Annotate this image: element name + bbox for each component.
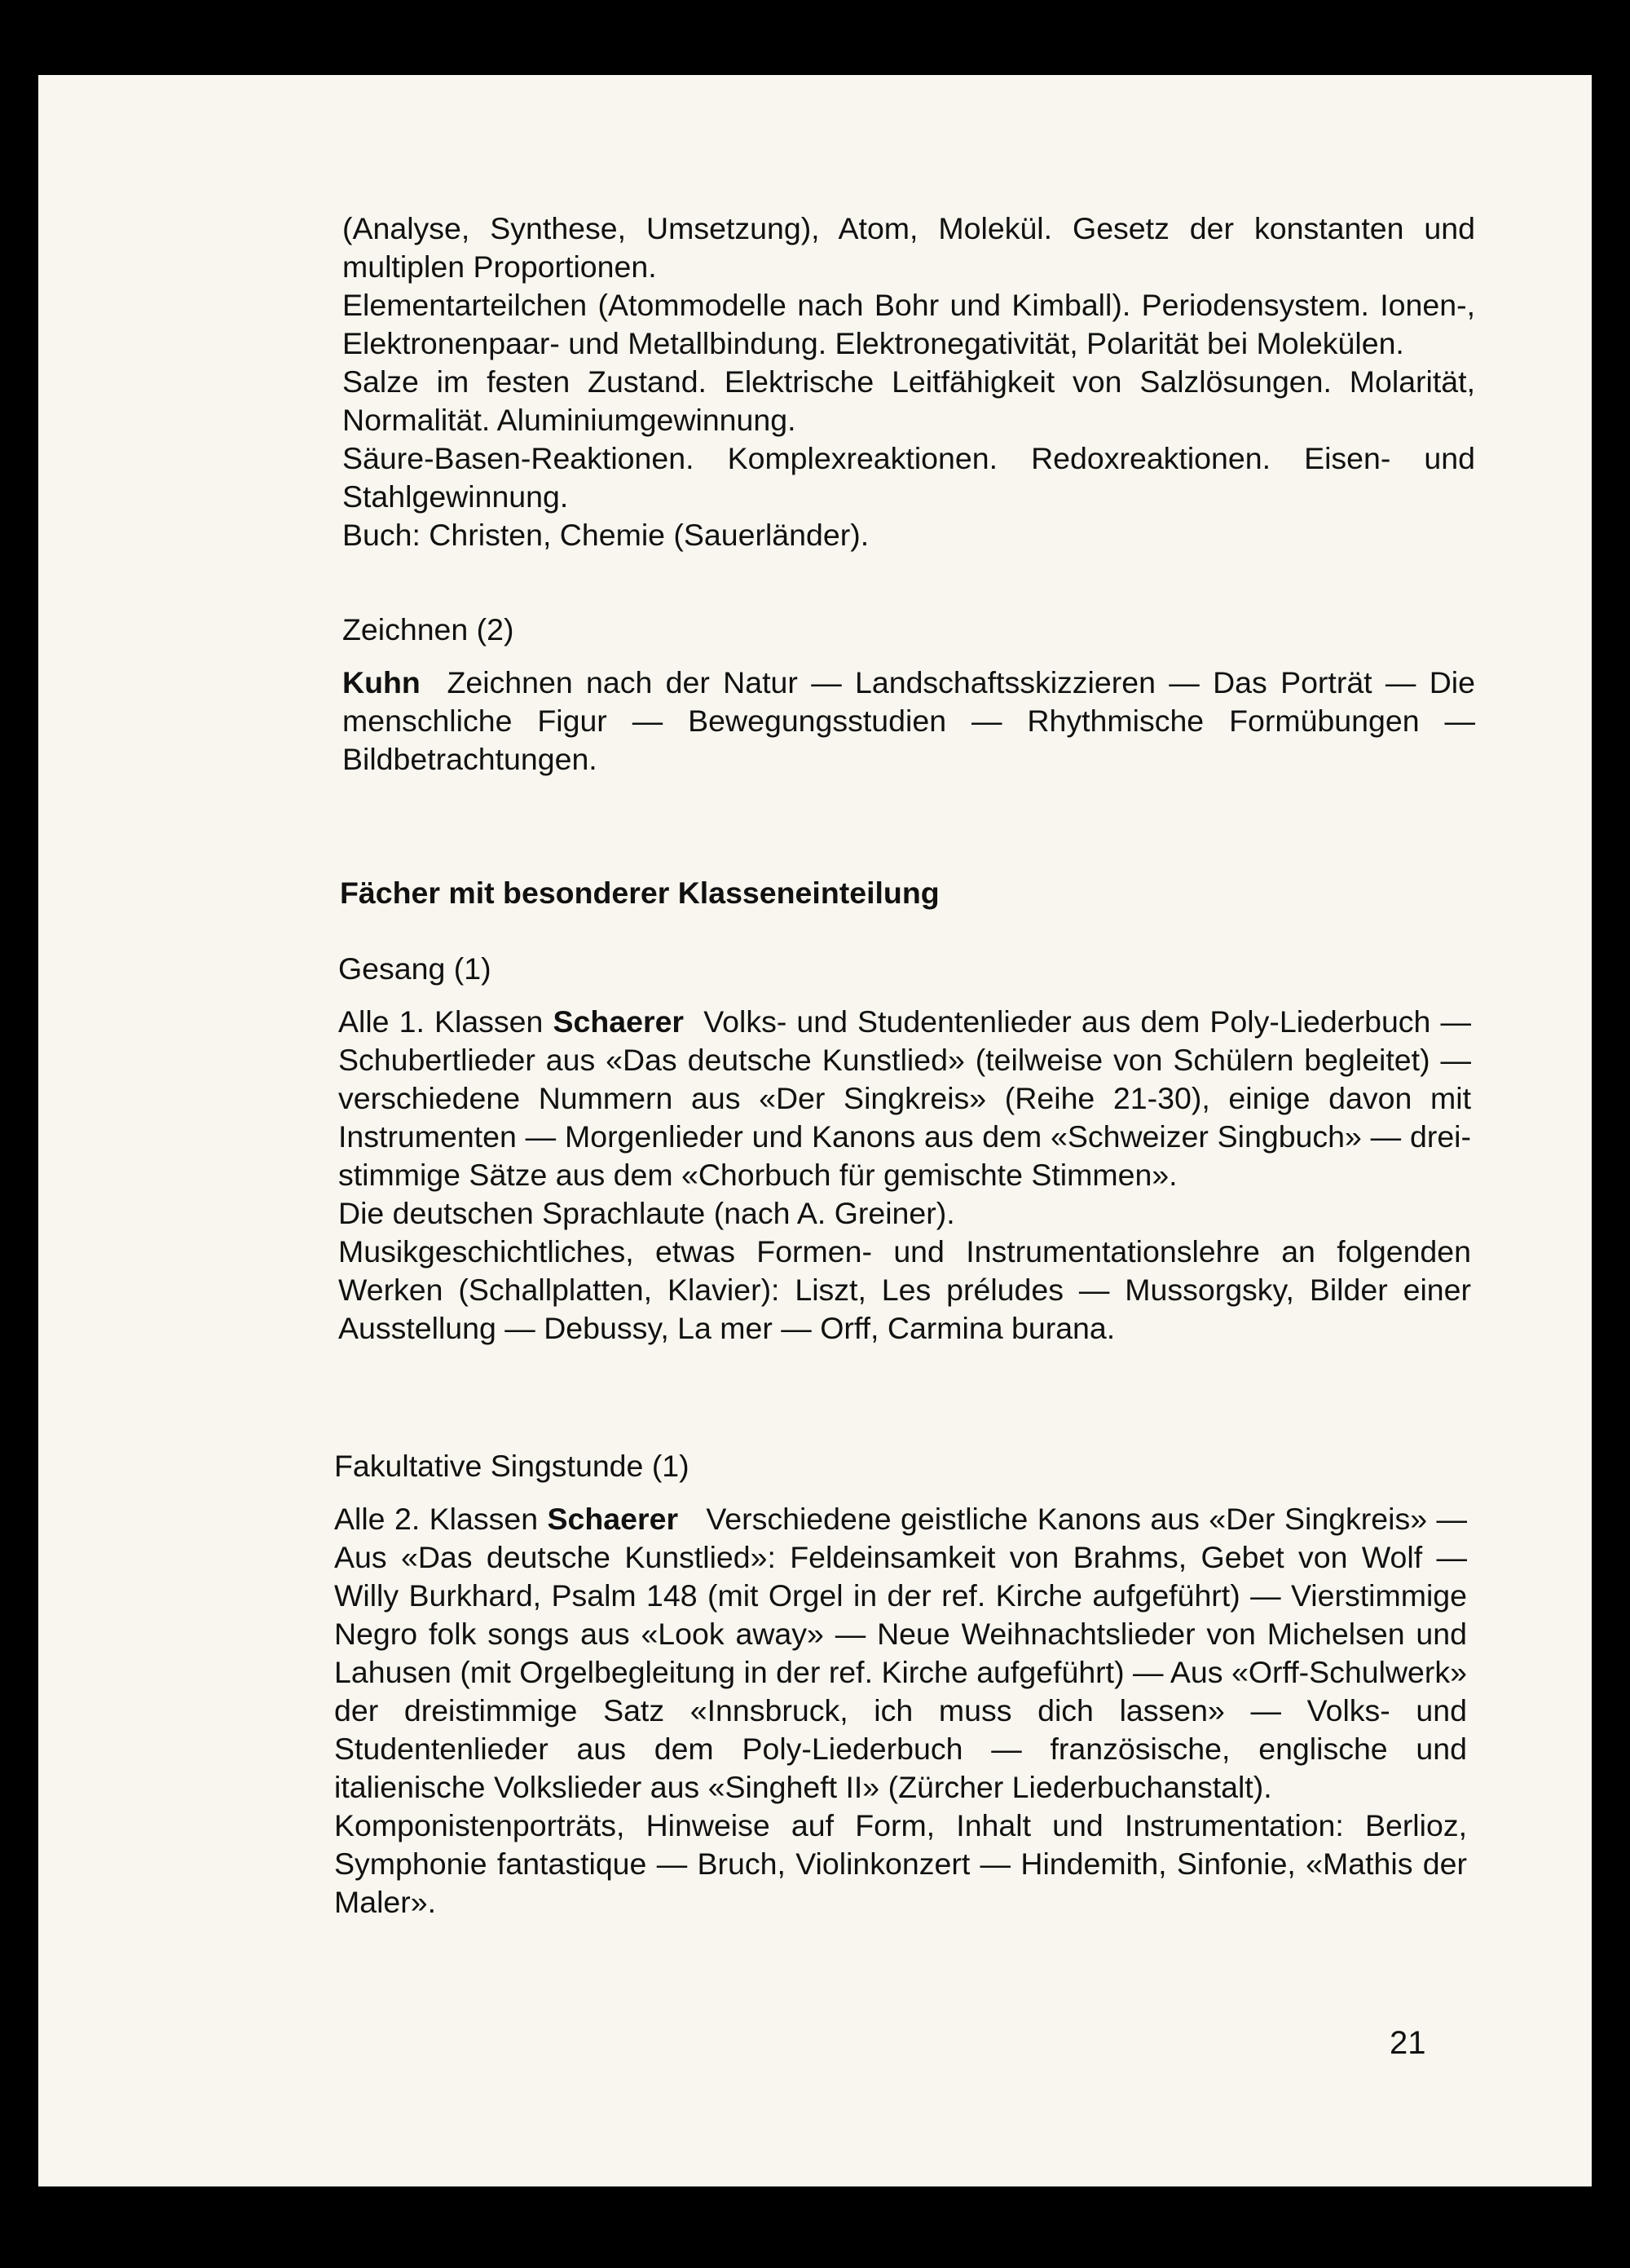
zeichnen-text: Zeichnen nach der Natur — Landschaftsskizzieren — Das Porträt — Die menschliche Figur — Bewegungsstudien — Rhythmische Formübungen — Bildbetrachtungen. [342,665,1475,776]
gesang-line-3: Musikgeschichtliches, etwas Formen- und Instrumentationslehre an folgenden Werken (Schallplatten, Klavier): Liszt, Les préludes — Mussorgsky, Bilder einer Ausstellung — Debussy, La mer — Orff, Carmina burana. [338,1234,1471,1345]
chemistry-line-4: Säure-Basen-Reaktionen. Komplexreaktionen. Redoxreaktionen. Eisen- und Stahlgewinnung. [342,441,1475,514]
gesang-paragraph [338,1003,1471,1194]
gesang-text: Volks- und Studentenlieder aus dem Poly-Liederbuch — Schubertlieder aus «Das deutsche Kunstlied» (teilweise von Schülern begleitet) — verschiedene Nummern aus «Der Singkreis» (Reihe 21-30), einige davon mit Instrumenten — Morgenlieder und Kanons aus dem «Schweizer Singbuch» — drei-stimmige Sätze aus dem «Chorbuch für gemischte Stimmen». [338,1004,1471,1192]
zeichnen-teacher: Kuhn [342,665,421,699]
gesang-classes: Alle 1. Klassen [338,1004,544,1039]
gesang-teacher: Schaerer [553,1004,685,1039]
section-heading: Fächer mit besonderer Klasseneinteilung [340,876,940,910]
gesang-line-2: Die deutschen Sprachlaute (nach A. Greiner). [338,1196,955,1230]
section-heading-block [340,874,1473,912]
zeichnen-section [342,611,1475,779]
singstunde-title: Fakultative Singstunde (1) [334,1449,689,1483]
page-number: 21 [1390,2025,1426,2061]
zeichnen-title: Zeichnen (2) [342,612,514,646]
document-page [38,75,1592,2186]
singstunde-text: Verschiedene geistliche Kanons aus «Der Singkreis» — Aus «Das deutsche Kunstlied»: Feldeinsamkeit von Brahms, Gebet von Wolf — Willy Burkhard, Psalm 148 (mit Orgel in der ref. Kirche aufgeführt) — Vierstimmige Negro folk songs aus «Look away» — Neue Weihnachtslieder von Michelsen und Lahusen (mit Orgelbegleitung in der ref. Kirche aufgeführt) — Aus «Orff-Schulwerk» der dreistimmige Satz «Innsbruck, ich muss dich lassen» — Volks- und Studentenlieder aus dem Poly-Liederbuch — französische, englische und italienische Volkslieder aus «Singheft II» (Zürcher Liederbuchanstalt). [334,1502,1467,1804]
chemistry-line-2: Elementarteilchen (Atommodelle nach Bohr und Kimball). Periodensystem. Ionen-, Elektronenpaar- und Metallbindung. Elektronegativität, Polarität bei Molekülen. [342,288,1475,360]
chemistry-line-1: (Analyse, Synthese, Umsetzung), Atom, Molekül. Gesetz der konstanten und multiplen Proportionen. [342,211,1475,284]
gesang-section [338,950,1471,1348]
singstunde-classes: Alle 2. Klassen [334,1502,539,1536]
zeichnen-paragraph [342,664,1475,779]
chemistry-line-3: Salze im festen Zustand. Elektrische Leitfähigkeit von Salzlösungen. Molarität, Normalität. Aluminiumgewinnung. [342,364,1475,437]
singstunde-teacher: Schaerer [547,1502,679,1536]
singstunde-line-2: Komponistenporträts, Hinweise auf Form, Inhalt und Instrumentation: Berlioz, Symphonie fantastique — Bruch, Violinkonzert — Hindemith, Sinfonie, «Mathis der Maler». [334,1808,1467,1919]
gesang-title: Gesang (1) [338,951,491,986]
chemistry-section [342,210,1475,554]
singstunde-section [334,1447,1467,1922]
singstunde-paragraph [334,1500,1467,1807]
chemistry-book: Buch: Christen, Chemie (Sauerländer). [342,518,870,552]
